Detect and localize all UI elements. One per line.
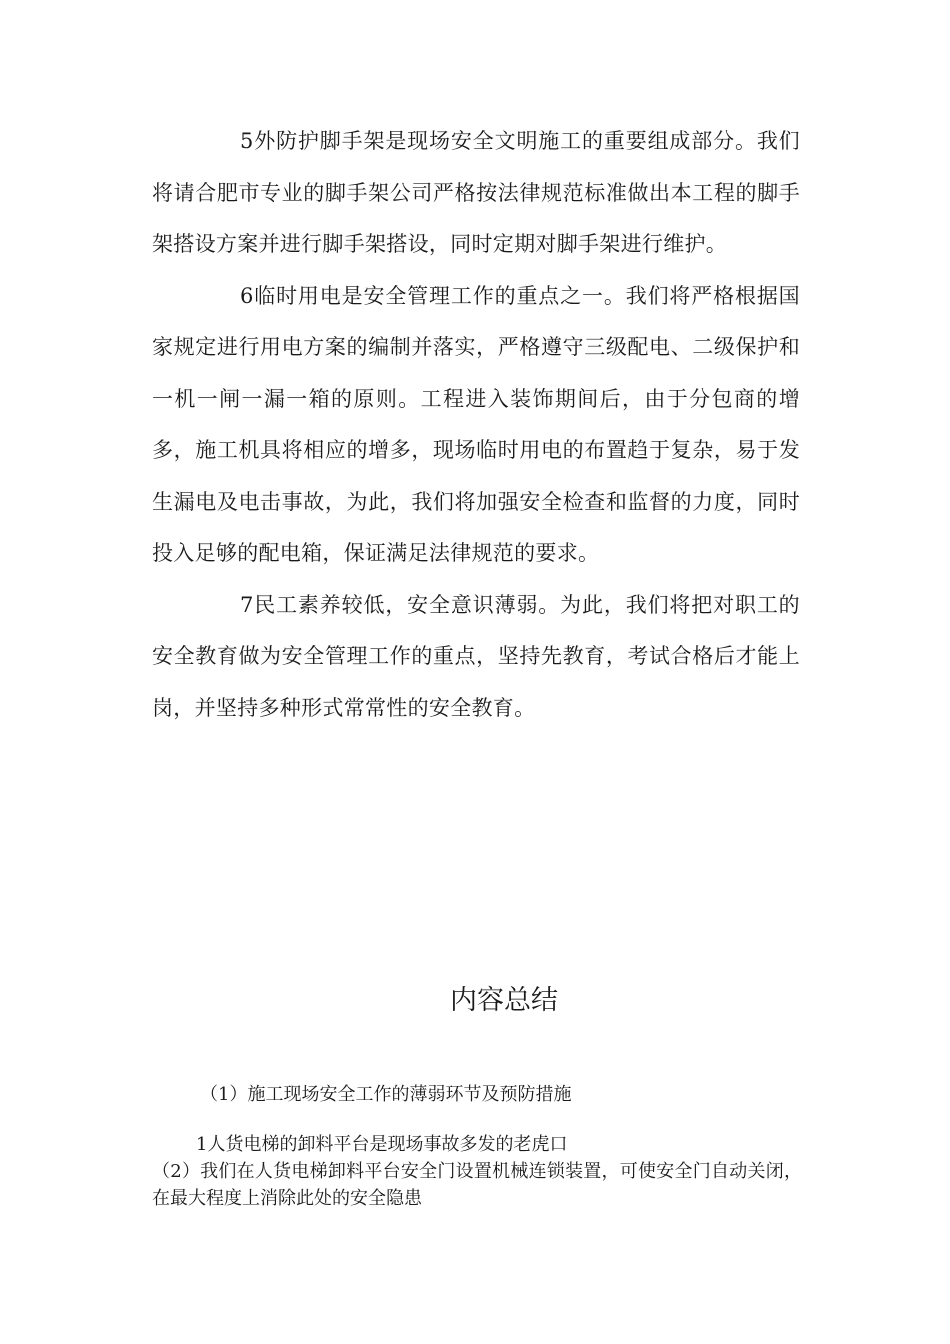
paragraph-temporary-power: 6临时用电是安全管理工作的重点之一。我们将严格根据国家规定进行用电方案的编制并落实，严格遵守三级配电、二级保护和一机一闸一漏一箱的原则。工程进入装饰期间后，由于分包商的增多，施工机具将相应的增多，现场临时用电的布置趋于复杂，易于发生漏电及电击事故，为此，我们将加强安全检查和监督的力度，同时投入足够的配电箱，保证满足法律规范的要求。 [152, 283, 800, 565]
paragraph-scaffolding: 5外防护脚手架是现场安全文明施工的重要组成部分。我们将请合肥市专业的脚手架公司严格按法律规范标准做出本工程的脚手架搭设方案并进行脚手架搭设，同时定期对脚手架进行维护。 [152, 129, 800, 256]
summary-item-1: （1）施工现场安全工作的薄弱环节及预防措施 [200, 1084, 572, 1105]
summary-item-3: （2）我们在人货电梯卸料平台安全门设置机械连锁装置，可使安全门自动关闭，在最大程度上消除此处的安全隐患 [152, 1161, 802, 1209]
summary-section [152, 1080, 802, 1212]
summary-item-2: 1人货电梯的卸料平台是现场事故多发的老虎口 [196, 1134, 568, 1155]
paragraph-worker-education: 7民工素养较低，安全意识薄弱。为此，我们将把对职工的安全教育做为安全管理工作的重点，坚持先教育，考试合格后才能上岗，并坚持多种形式常常性的安全教育。 [152, 592, 800, 720]
body-text [152, 116, 800, 734]
summary-title: 内容总结 [450, 985, 558, 1016]
